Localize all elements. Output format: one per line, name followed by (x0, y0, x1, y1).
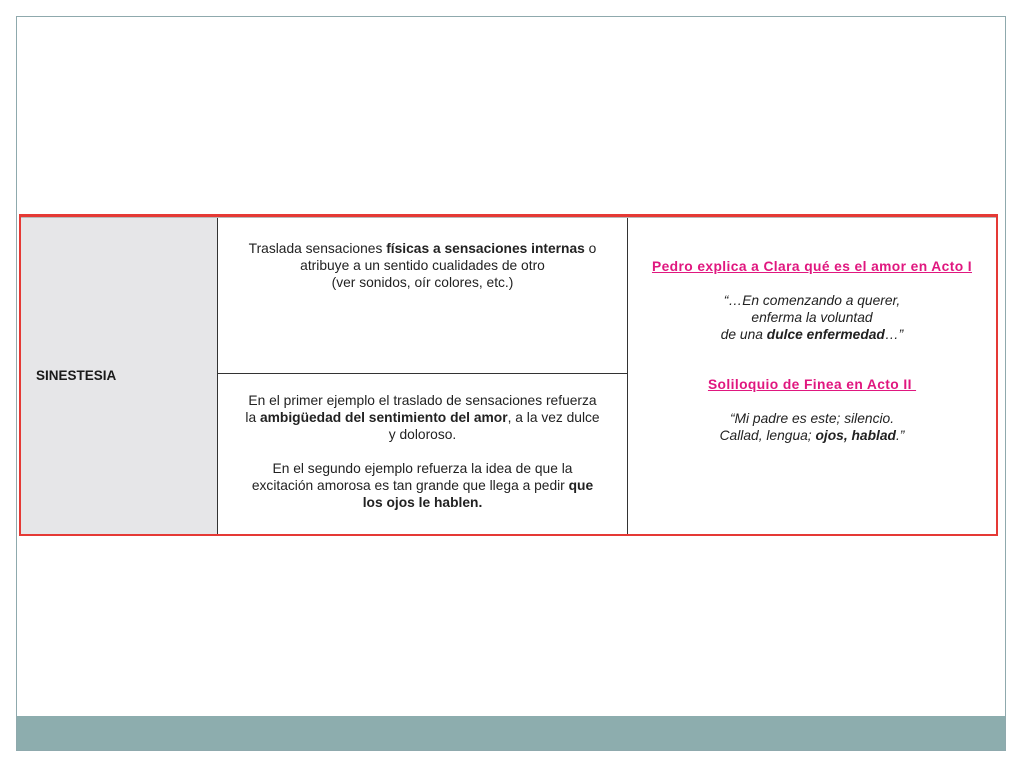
footer-bar (17, 716, 1005, 750)
definition-line-2: atribuye a un sentido cualidades de otro (300, 258, 545, 273)
quote-line (628, 427, 996, 444)
quote-line (628, 326, 996, 343)
analysis-line: y doloroso. (388, 427, 457, 442)
definition-line-3: (ver sonidos, oír colores, etc.) (331, 275, 514, 290)
sinestesia-table (19, 214, 998, 536)
example-1-quote (628, 292, 996, 343)
definition-cell (218, 218, 627, 374)
quote-line: “Mi padre es este; silencio. (729, 411, 895, 426)
analysis-paragraph-2 (218, 460, 627, 511)
quote-line: “…En comenzando a querer, (723, 293, 901, 308)
explanation-column (218, 218, 628, 534)
quote-emphasis: ojos, hablad (815, 428, 896, 443)
quote-emphasis: dulce enfermedad (766, 327, 885, 342)
analysis-cell (218, 374, 627, 534)
definition-emphasis: físicas a sensaciones internas (386, 241, 585, 256)
examples-cell (628, 218, 996, 534)
analysis-line (218, 409, 627, 426)
definition-text: Traslada sensaciones (248, 241, 387, 256)
definition-text: o (584, 241, 597, 256)
definition-line-1 (218, 240, 627, 257)
example-1-heading: Pedro explica a Clara qué es el amor en Acto I (651, 259, 972, 274)
example-2-heading-row (628, 376, 996, 393)
analysis-emphasis: ambigüedad del sentimiento del amor (259, 410, 508, 425)
analysis-line: En el segundo ejemplo refuerza la idea de que la (272, 461, 573, 476)
analysis-text: la (245, 410, 260, 425)
analysis-text: , a la vez dulce (507, 410, 600, 425)
analysis-line (218, 494, 627, 511)
quote-text: …” (884, 327, 904, 342)
analysis-line: En el primer ejemplo el traslado de sensaciones refuerza (248, 393, 597, 408)
quote-text: Callad, lengua; (719, 428, 816, 443)
quote-text: de una (720, 327, 767, 342)
analysis-emphasis: que (568, 478, 594, 493)
term-cell (21, 218, 218, 534)
analysis-text: excitación amorosa es tan grande que llega a pedir (251, 478, 569, 493)
analysis-paragraph-1 (218, 392, 627, 443)
example-2-heading: Soliloquio de Finea en Acto II (707, 377, 917, 392)
quote-line: enferma la voluntad (751, 310, 873, 325)
term-label: SINESTESIA (36, 368, 117, 383)
analysis-emphasis: los ojos le hablen. (362, 495, 483, 510)
example-2-quote (628, 410, 996, 444)
analysis-line (218, 477, 627, 494)
quote-text: .” (895, 428, 905, 443)
example-1-heading-row (628, 258, 996, 275)
